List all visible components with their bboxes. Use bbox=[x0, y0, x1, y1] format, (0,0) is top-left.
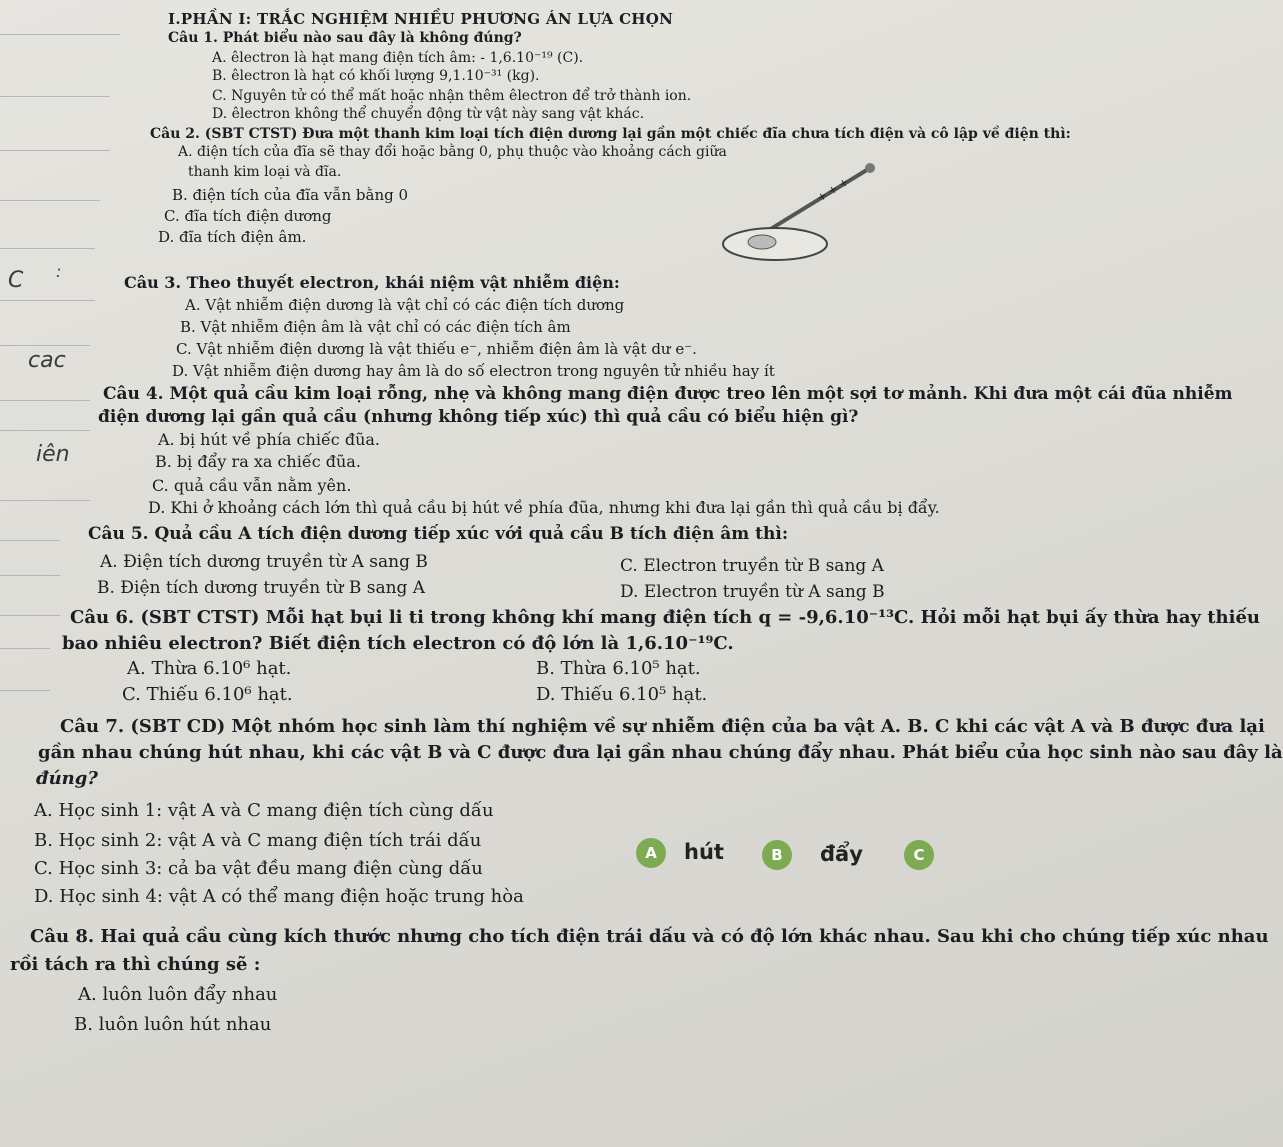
q6-stem: Câu 6. (SBT CTST) Mỗi hạt bụi li ti trong không khí mang điện tích q = -9,6.10⁻¹³C. Hỏi mỗi hạt bụi ấy thừa hay thiếu bbox=[70, 607, 1261, 628]
q5-option-c: C. Electron truyền từ B sang A bbox=[620, 556, 884, 576]
q7-stem-cont: gần nhau chúng hút nhau, khi các vật B và C được đưa lại gần nhau chúng đẩy nhau. Phát biểu của học sinh nào sau đây là bbox=[38, 742, 1283, 763]
q2-option-d: D. đĩa tích điện âm. bbox=[158, 228, 307, 246]
q6-stem-cont: bao nhiêu electron? Biết điện tích electron có độ lớn là 1,6.10⁻¹⁹C. bbox=[62, 633, 734, 654]
rod-charges: + + + bbox=[814, 175, 851, 205]
q3-stem: Câu 3. Theo thuyết electron, khái niệm vật nhiễm điện: bbox=[124, 273, 620, 292]
q4-option-a: A. bị hút về phía chiếc đũa. bbox=[158, 430, 380, 449]
q8-option-a: A. luôn luôn đẩy nhau bbox=[78, 984, 278, 1005]
q2-option-a-cont: thanh kim loại và đĩa. bbox=[188, 164, 342, 180]
q2-option-c: C. đĩa tích điện dương bbox=[164, 207, 332, 225]
q6-option-d: D. Thiếu 6.10⁵ hạt. bbox=[536, 684, 708, 705]
q7-stem-end: đúng? bbox=[36, 768, 98, 789]
q3-option-d: D. Vật nhiễm điện dương hay âm là do số electron trong nguyên tử nhiều hay ít bbox=[172, 362, 775, 380]
handwritten-mark: cac bbox=[28, 348, 66, 373]
q7-option-b: B. Học sinh 2: vật A và C mang điện tích trái dấu bbox=[34, 830, 482, 851]
q4-option-b: B. bị đẩy ra xa chiếc đũa. bbox=[155, 452, 361, 471]
repel-label: đẩy bbox=[820, 842, 863, 866]
q3-option-a: A. Vật nhiễm điện dương là vật chỉ có các điện tích dương bbox=[185, 296, 625, 314]
ball-b: B bbox=[762, 840, 792, 870]
q1-option-d: D. êlectron không thể chuyển động từ vật này sang vật khác. bbox=[212, 106, 645, 122]
q7-option-d: D. Học sinh 4: vật A có thể mang điện hoặc trung hòa bbox=[34, 886, 524, 907]
q3-option-c: C. Vật nhiễm điện dương là vật thiếu e⁻, nhiễm điện âm là vật dư e⁻. bbox=[176, 340, 697, 358]
q1-stem: Câu 1. Phát biểu nào sau đây là không đúng? bbox=[168, 30, 522, 46]
q5-option-d: D. Electron truyền từ A sang B bbox=[620, 582, 885, 602]
q8-option-b: B. luôn luôn hút nhau bbox=[74, 1014, 272, 1035]
q6-option-b: B. Thừa 6.10⁵ hạt. bbox=[536, 658, 701, 679]
handwritten-mark: iên bbox=[36, 442, 70, 467]
q2-option-a: A. điện tích của đĩa sẽ thay đổi hoặc bằng 0, phụ thuộc vào khoảng cách giữa bbox=[178, 144, 727, 160]
handwritten-mark: C bbox=[8, 268, 24, 293]
q8-stem: Câu 8. Hai quả cầu cùng kích thước nhưng cho tích điện trái dấu và có độ lớn khác nhau. Sau khi cho chúng tiếp xúc nhau bbox=[30, 926, 1269, 947]
q1-option-b: B. êlectron là hạt có khối lượng 9,1.10⁻³¹ (kg). bbox=[212, 68, 540, 84]
q1-option-a: A. êlectron là hạt mang điện tích âm: - 1,6.10⁻¹⁹ (C). bbox=[212, 50, 584, 66]
q4-stem-cont: điện dương lại gần quả cầu (nhưng không tiếp xúc) thì quả cầu có biểu hiện gì? bbox=[98, 407, 859, 427]
rod-and-disc-figure bbox=[720, 160, 890, 270]
q4-option-c: C. quả cầu vẫn nằm yên. bbox=[152, 476, 352, 495]
handwritten-mark: : bbox=[56, 262, 62, 281]
q2-stem: Câu 2. (SBT CTST) Đưa một thanh kim loại tích điện dương lại gần một chiếc đĩa chưa tích điện và cô lập về điện thì: bbox=[150, 126, 1071, 142]
section-header: I.PHẦN I: TRẮC NGHIỆM NHIỀU PHƯƠNG ÁN LỰA CHỌN bbox=[168, 10, 674, 28]
q5-option-b: B. Điện tích dương truyền từ B sang A bbox=[97, 578, 426, 598]
q2-option-b: B. điện tích của đĩa vẫn bằng 0 bbox=[172, 186, 409, 204]
q4-option-d: D. Khi ở khoảng cách lớn thì quả cầu bị hút về phía đũa, nhưng khi đưa lại gần thì quả cầu bị đẩy. bbox=[148, 498, 940, 517]
q1-option-c: C. Nguyên tử có thể mất hoặc nhận thêm êlectron để trở thành ion. bbox=[212, 88, 692, 104]
q7-option-a: A. Học sinh 1: vật A và C mang điện tích cùng dấu bbox=[34, 800, 494, 821]
q7-stem: Câu 7. (SBT CD) Một nhóm học sinh làm thí nghiệm về sự nhiễm điện của ba vật A. B. C khi các vật A và B được đưa lại bbox=[60, 716, 1265, 737]
q7-option-c: C. Học sinh 3: cả ba vật đều mang điện cùng dấu bbox=[34, 858, 483, 879]
q8-stem-cont: rồi tách ra thì chúng sẽ : bbox=[10, 954, 261, 975]
ball-a: A bbox=[636, 838, 666, 868]
q4-stem: Câu 4. Một quả cầu kim loại rỗng, nhẹ và không mang điện được treo lên một sợi tơ mảnh. Khi đưa một cái đũa nhiễm bbox=[103, 384, 1233, 404]
q5-option-a: A. Điện tích dương truyền từ A sang B bbox=[100, 552, 428, 572]
q6-option-c: C. Thiếu 6.10⁶ hạt. bbox=[122, 684, 293, 705]
attract-label: hút bbox=[684, 840, 724, 864]
ball-c: C bbox=[904, 840, 934, 870]
q3-option-b: B. Vật nhiễm điện âm là vật chỉ có các điện tích âm bbox=[180, 318, 571, 336]
q5-stem: Câu 5. Quả cầu A tích điện dương tiếp xúc với quả cầu B tích điện âm thì: bbox=[88, 524, 789, 544]
q6-option-a: A. Thừa 6.10⁶ hạt. bbox=[127, 658, 292, 679]
